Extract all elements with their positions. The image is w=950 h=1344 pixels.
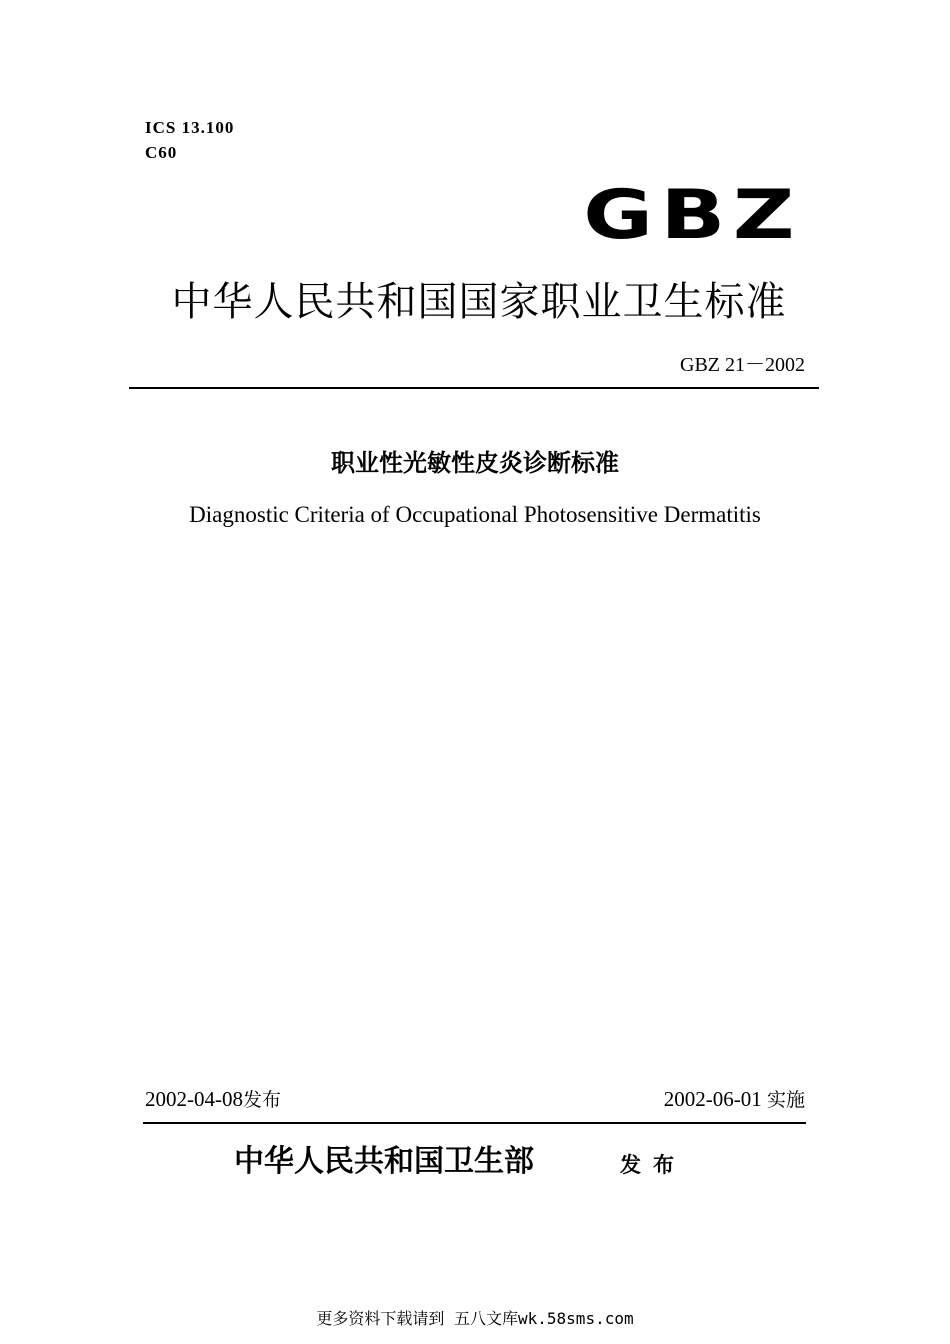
issuing-action: 发布 bbox=[620, 1153, 686, 1177]
standard-number: GBZ 21－2002 bbox=[680, 354, 805, 376]
standard-category: 中华人民共和国国家职业卫生标准 bbox=[171, 279, 787, 325]
gbz-logo: GBZ bbox=[583, 176, 802, 255]
issue-date-value: 2002-04-08 bbox=[145, 1087, 243, 1111]
top-divider bbox=[129, 387, 819, 389]
title-chinese: 职业性光敏性皮炎诊断标准 bbox=[331, 449, 619, 477]
issue-date bbox=[145, 1085, 281, 1114]
classification-code: C60 bbox=[145, 143, 178, 162]
implementation-date-value: 2002-06-01 bbox=[663, 1087, 762, 1111]
issuing-authority: 中华人民共和国卫生部 bbox=[234, 1144, 534, 1179]
implementation-date bbox=[664, 1085, 805, 1114]
bottom-divider bbox=[143, 1122, 806, 1124]
title-english: Diagnostic Criteria of Occupational Photosensitive Dermatitis bbox=[189, 502, 761, 527]
issue-date-label: 发布 bbox=[243, 1089, 282, 1111]
ics-code: ICS 13.100 bbox=[145, 118, 235, 137]
implementation-date-label: 实施 bbox=[766, 1089, 805, 1111]
footer-watermark: 更多资料下载请到 五八文库wk.58sms.com bbox=[316, 1309, 634, 1328]
